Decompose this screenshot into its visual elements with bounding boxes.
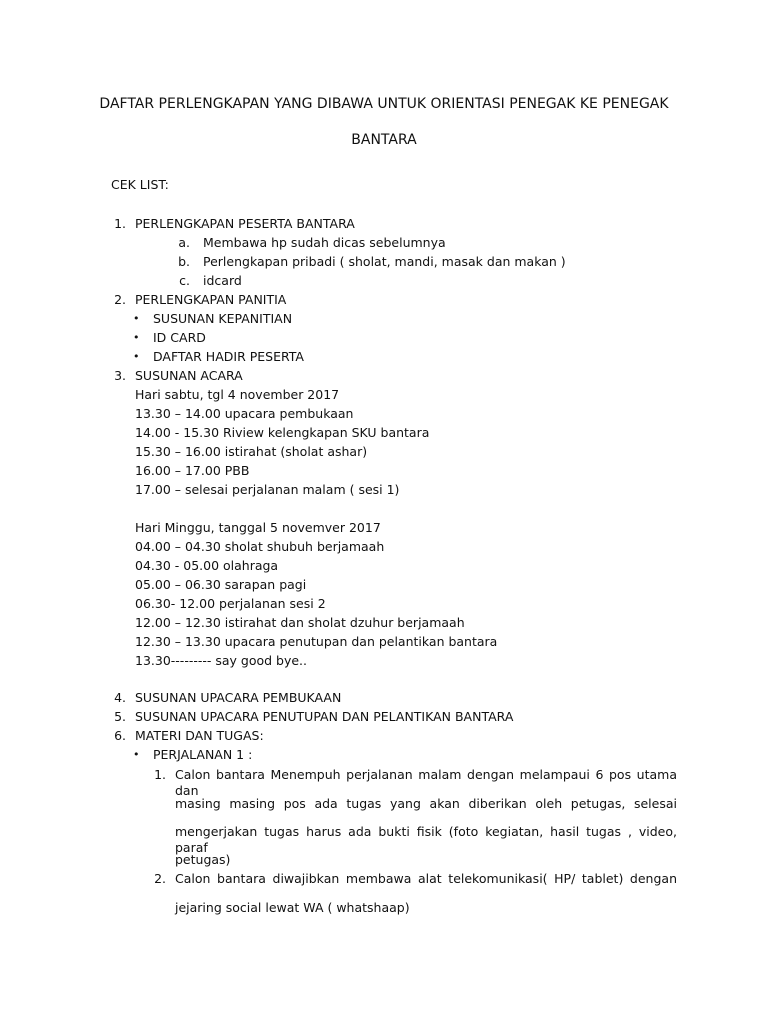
schedule-line: 06.30- 12.00 perjalanan sesi 2 (135, 596, 326, 611)
document-title-line-1: DAFTAR PERLENGKAPAN YANG DIBAWA UNTUK ORIENTASI PENEGAK KE PENEGAK (99, 96, 669, 112)
task-line: mengerjakan tugas harus ada bukti fisik (foto kegiatan, hasil tugas , video, paraf (175, 824, 677, 855)
schedule-line: 15.30 – 16.00 istirahat (sholat ashar) (135, 444, 368, 459)
schedule-line: 13.30--------- say good bye.. (135, 653, 308, 668)
list-item: SUSUNAN KEPANITIAN (153, 311, 293, 326)
section-number: 5. (114, 709, 126, 724)
bullet-icon: • (133, 350, 140, 363)
schedule-line: 12.30 – 13.30 upacara penutupan dan pelantikan bantara (135, 634, 498, 649)
schedule-line: 04.30 - 05.00 olahraga (135, 558, 279, 573)
bullet-icon: • (133, 312, 140, 325)
task-line: masing masing pos ada tugas yang akan diberikan oleh petugas, selesai (175, 796, 677, 811)
document-title-line-2: BANTARA (351, 132, 417, 148)
day-label: Hari Minggu, tanggal 5 novemver 2017 (135, 520, 381, 535)
section-heading-acara: SUSUNAN ACARA (135, 368, 243, 383)
checklist-label: CEK LIST: (111, 177, 169, 192)
section-heading-peserta: PERLENGKAPAN PESERTA BANTARA (135, 216, 355, 231)
section-number: 2. (114, 292, 126, 307)
bullet-icon: • (133, 748, 140, 761)
list-item: DAFTAR HADIR PESERTA (153, 349, 304, 364)
task-line: Calon bantara diwajibkan membawa alat telekomunikasi( HP/ tablet) dengan (175, 871, 677, 886)
section-heading-materi: MATERI DAN TUGAS: (135, 728, 264, 743)
list-item-marker: a. (178, 235, 190, 250)
schedule-line: 13.30 – 14.00 upacara pembukaan (135, 406, 354, 421)
section-number: 6. (114, 728, 126, 743)
schedule-line: 12.00 – 12.30 istirahat dan sholat dzuhur berjamaah (135, 615, 465, 630)
schedule-line: 17.00 – selesai perjalanan malam ( sesi 1) (135, 482, 400, 497)
list-item: idcard (203, 273, 242, 288)
section-number: 1. (114, 216, 126, 231)
list-item-marker: b. (178, 254, 190, 269)
schedule-line: 04.00 – 04.30 sholat shubuh berjamaah (135, 539, 385, 554)
task-line: jejaring social lewat WA ( whatshaap) (175, 900, 410, 915)
task-line: Calon bantara Menempuh perjalanan malam dengan melampaui 6 pos utama dan (175, 767, 677, 798)
schedule-line: 16.00 – 17.00 PBB (135, 463, 250, 478)
bullet-icon: • (133, 331, 140, 344)
section-heading-panitia: PERLENGKAPAN PANITIA (135, 292, 287, 307)
section-number: 3. (114, 368, 126, 383)
section-heading-penutupan: SUSUNAN UPACARA PENUTUPAN DAN PELANTIKAN BANTARA (135, 709, 514, 724)
subheading-perjalanan: PERJALANAN 1 : (153, 747, 253, 762)
list-item-marker: c. (179, 273, 190, 288)
day-label: Hari sabtu, tgl 4 november 2017 (135, 387, 340, 402)
schedule-line: 14.00 - 15.30 Riview kelengkapan SKU bantara (135, 425, 430, 440)
list-item: ID CARD (153, 330, 206, 345)
list-item: Perlengkapan pribadi ( sholat, mandi, masak dan makan ) (203, 254, 566, 269)
list-item: Membawa hp sudah dicas sebelumnya (203, 235, 446, 250)
schedule-line: 05.00 – 06.30 sarapan pagi (135, 577, 307, 592)
task-line: petugas) (175, 852, 231, 867)
task-number: 2. (154, 871, 166, 886)
section-number: 4. (114, 690, 126, 705)
task-number: 1. (154, 767, 166, 782)
section-heading-pembukaan: SUSUNAN UPACARA PEMBUKAAN (135, 690, 342, 705)
